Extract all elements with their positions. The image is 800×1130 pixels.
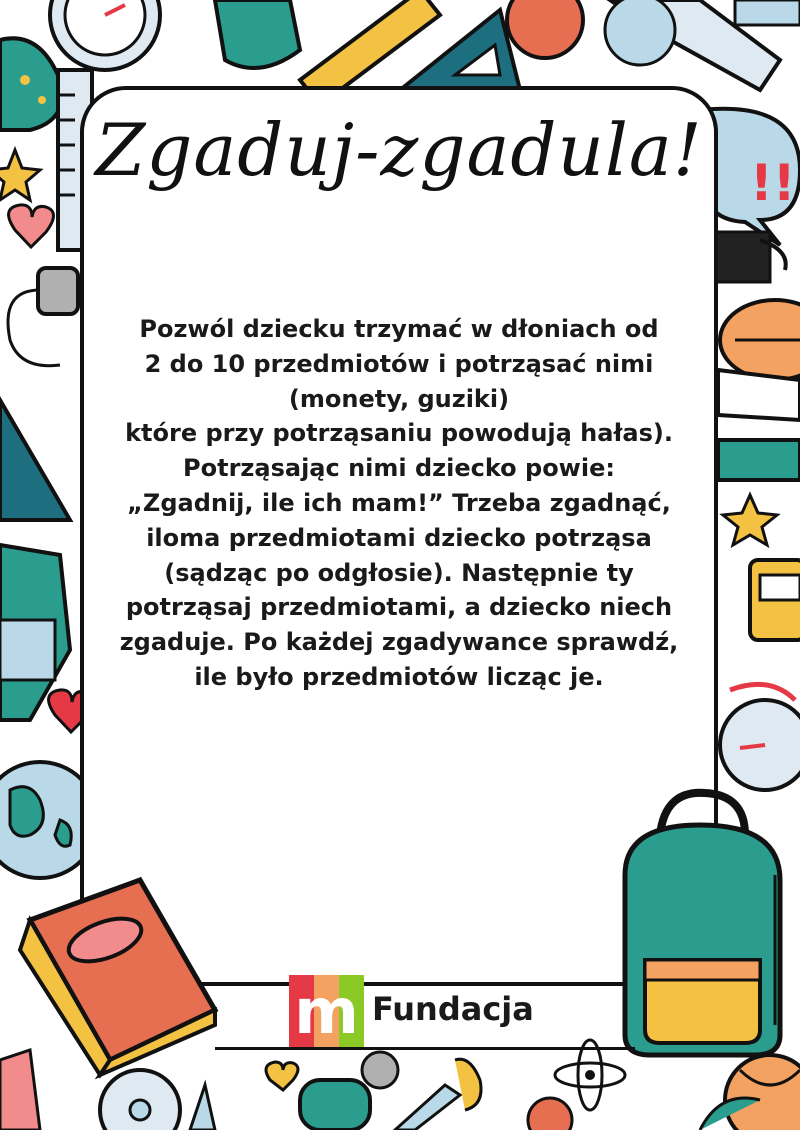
- mouse-icon: [300, 1052, 398, 1130]
- calculator-icon: [750, 560, 800, 640]
- text-line: Potrząsając nimi dziecko powie:: [183, 454, 615, 483]
- text-line: (monety, guziki): [288, 384, 510, 413]
- notebook-icon: [735, 0, 800, 25]
- text-line: (sądząc po odgłosie). Następnie ty: [164, 558, 634, 587]
- flask-icon: [0, 38, 62, 130]
- text-line: ile było przedmiotów licząc je.: [194, 662, 604, 691]
- backpack-icon: [605, 785, 800, 1065]
- pencil-icon: [190, 1085, 215, 1130]
- star-icon: [0, 150, 40, 200]
- ball-icon: [720, 300, 800, 380]
- text-line: iloma przedmiotami dziecko potrząsa: [146, 523, 652, 552]
- text-line: zgaduje. Po każdej zgadywance sprawdź,: [119, 628, 679, 657]
- calculator-icon: [215, 0, 300, 68]
- clock-icon: [720, 684, 800, 790]
- text-line: potrząsaj przedmiotami, a dziecko niech: [125, 593, 673, 622]
- text-line: które przy potrząsaniu powodują hałas).: [125, 419, 673, 448]
- text-line: Pozwól dziecku trzymać w dłoniach od: [139, 315, 659, 343]
- text-line: 2 do 10 przedmiotów i potrząsać nimi: [144, 349, 654, 378]
- pencil-icon: [718, 440, 800, 480]
- footer-divider: [215, 1047, 635, 1050]
- heart-icon: [266, 1062, 298, 1090]
- heart-icon: [9, 205, 54, 247]
- svg-text:!!: !!: [750, 154, 796, 212]
- logo-letter: m: [294, 975, 359, 1047]
- ball-icon: [725, 1055, 800, 1130]
- mouse-icon: [8, 268, 78, 366]
- star-icon: [723, 495, 777, 545]
- brand-name: Fundacja: [372, 990, 534, 1028]
- instructions-text: [84, 312, 714, 695]
- fundacja-logo: [289, 975, 364, 1047]
- triangle-ruler-icon: [0, 400, 70, 520]
- pencil-icon: [395, 1059, 481, 1130]
- page-title: Zgaduj-zgadula!: [95, 108, 703, 192]
- apple-icon: [528, 1098, 572, 1130]
- book-icon: [0, 860, 240, 1080]
- apple-icon: [507, 0, 583, 58]
- clock-icon: [50, 0, 160, 70]
- notebook-icon: [718, 370, 800, 420]
- text-line: „Zgadnij, ile ich mam!” Trzeba zgadnąć,: [127, 488, 671, 517]
